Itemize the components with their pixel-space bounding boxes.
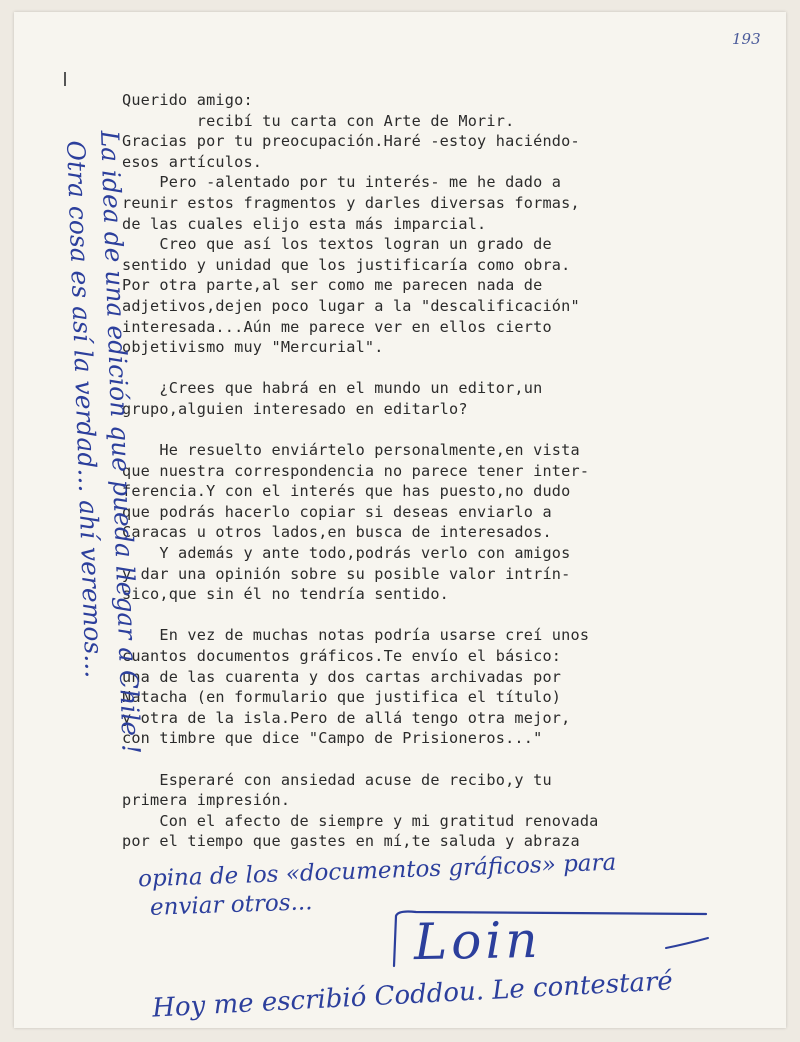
blank-line [122,749,742,770]
typed-line: una de las cuarenta y dos cartas archivadas por [122,667,562,686]
typed-line: En vez de muchas notas podría usarse creí unos [122,626,590,645]
blank-line [122,605,742,626]
typed-line: Natacha (en formulario que justifica el título) [122,688,562,707]
typed-line: sentido y unidad que los justificaría como obra. [122,255,571,274]
typed-line: recibí tu carta con Arte de Morir. [122,111,515,130]
edge-mark [64,72,66,86]
typed-line: por el tiempo que gastes en mí,te saluda y abraza [122,832,580,851]
archive-number: 193 [732,30,761,48]
typed-letter-body [122,90,742,852]
typed-line: objetivismo muy "Mercurial". [122,338,384,357]
typed-line: que podrás hacerlo copiar si deseas enviarlo a [122,502,552,521]
handwritten-footnote: Hoy me escribió Coddou. Le contestaré [151,966,674,1024]
typed-line: cuantos documentos gráficos.Te envío el básico: [122,647,562,666]
typed-line: Con el afecto de siempre y mi gratitud renovada [122,811,599,830]
typed-line: sico,que sin él no tendría sentido. [122,585,450,604]
typed-line: de las cuales elijo esta más imparcial. [122,214,487,233]
typed-line: Esperaré con ansiedad acuse de recibo,y tu [122,770,552,789]
typed-line: Caracas u otros lados,en busca de interesados. [122,523,552,542]
typed-line: ¿Crees que habrá en el mundo un editor,un [122,379,543,398]
typed-line: adjetivos,dejen poco lugar a la "descalificación" [122,296,580,315]
typed-line: Pero -alentado por tu interés- me he dado a [122,173,562,192]
letter-page [14,12,786,1028]
postscript-line-1: opina de los «documentos gráficos» para [137,849,617,893]
blank-line [122,420,742,441]
blank-line [122,358,742,379]
typed-line: Creo que así los textos logran un grado de [122,235,552,254]
typed-line: y otra de la isla.Pero de allá tengo otra mejor, [122,708,571,727]
margin-note [44,130,146,1010]
typed-line: grupo,alguien interesado en editarlo? [122,399,468,418]
margin-note-line-1: La idea de una edición que pueda llegar a Chile ! [95,130,146,755]
margin-note-line-2: Otra cosa es así la verdad... ahí veremos... [61,140,109,679]
postscript-line-2: enviar otros... [149,889,313,921]
typed-line: y dar una opinión sobre su posible valor intrín- [122,564,571,583]
typed-line: Gracias por tu preocupación.Haré -estoy haciéndo- [122,132,580,151]
signature: Loin [413,910,542,972]
typed-line: primera impresión. [122,791,291,810]
typed-line: esos artículos. [122,152,263,171]
typed-line: Y además y ante todo,podrás verlo con amigos [122,544,571,563]
typed-line: Querido amigo: [122,91,253,109]
typed-line: con timbre que dice "Campo de Prisioneros..." [122,729,543,748]
typed-line: interesada...Aún me parece ver en ellos cierto [122,317,552,336]
typed-line: He resuelto enviártelo personalmente,en vista [122,441,580,460]
typed-line: ferencia.Y con el interés que has puesto,no dudo [122,482,571,501]
typed-line: que nuestra correspondencia no parece tener inter- [122,461,590,480]
typed-line: reunir estos fragmentos y darles diversas formas, [122,193,580,212]
typed-line: Por otra parte,al ser como me parecen nada de [122,276,543,295]
